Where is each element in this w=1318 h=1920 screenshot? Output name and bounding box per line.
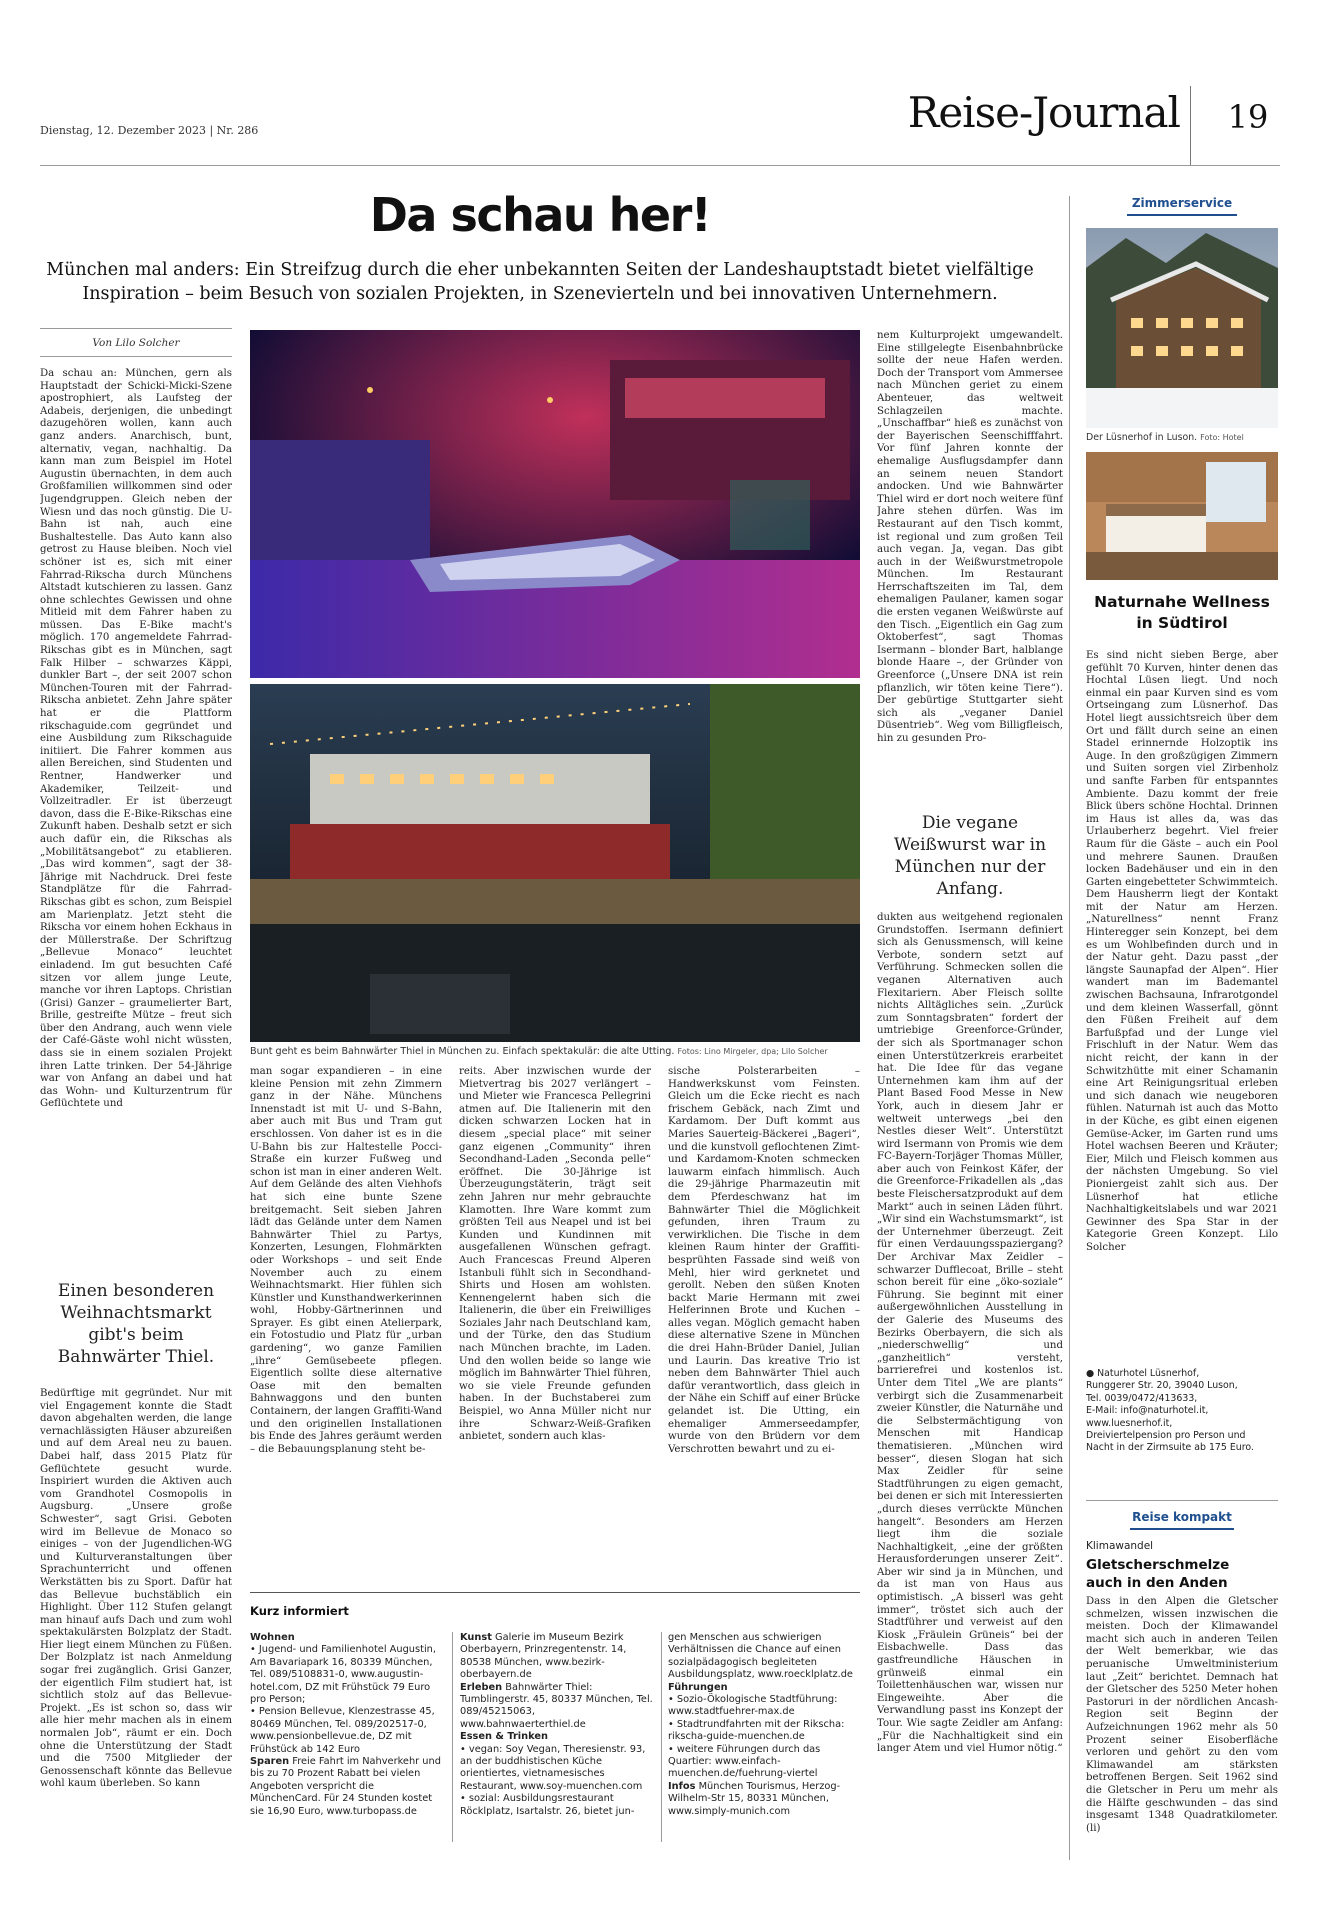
kurz-text: Freie Fahrt im Nahverkehr und bis zu 70 Prozent Rabatt bei vielen Angeboten verspricht die MünchenCard. Für 24 Stunden kostet sie 16,90 Euro, www.turbopass.de: [250, 1756, 441, 1817]
body-column-5b: dukten aus weitgehend regionalen Grundstoffen. Isermann definiert sich als Genussmensch, will keine Verbote, sondern setzt auf Verführung. Schmecken sollen die veganen Alternativen auch Flexitariern. Aber Fleisch sollte nichts Alltägliches sein. „Zurück zum Sonntagsbraten“ fordert der umtriebige Greenforce-Gründer, der sich als Sportmanager schon einen Unterstützerkreis erarbeitet hat. Die Idee für das vegane Unternehmen kam ihm auf der Plant Based Food Messe in New York, auch in diesem Jahr er weltweit unterwegs „bei den Nestles dieser Welt“. Unterstützt wird Isermann von Promis wie dem FC-Bayern-Torjäger Thomas Müller, aber auch von Feinkost Käfer, der die Greenforce-Frikadellen als „das beste Fleischersatzprodukt auf dem Markt“ auch in seinen Läden führt. „Wir sind ein Wachstumsmarkt“, ist der Unternehmer überzeugt. Zeit für einen Verdauungsspaziergang? Der Archivar Max Zeidler – schwarzer Dufflecoat, Brille – steht schon bereit für eine „öko-soziale“ Führung. Sie beginnt mit einer außergewöhnlichen Ausstellung in der Galerie des Museums des Bezirks Oberbayern, die sich als „niederschwellig“ und „ganzheitlich“ versteht, barrierefrei und kostenlos ist. Unter dem Titel „We are plants“ verbirgt sich die Zusammenarbeit zweier Künstler, die Naturnähe und die Selbstermächtigung von Menschen mit Handicap thematisieren. „München wird besser“, diesen Slogan hat sich Max Zeidler für seine Stadtführungen zu eigen gemacht, bei denen er sich mit Interessierten „durch dieses verrückte München hangelt“. Besonders am Herzen liegt ihm die soziale Nachhaltigkeit, „eine der größten Herausforderungen unserer Zeit“. Aber wir sind ja in München, und da ist man von Haus aus optimistisch. „A bisserl was geht immer“, tröstet sich auch der Stadtführer und verweist auf den Kiosk „Fräulein Grüneis“ bei der Eisbachwelle. Dass das gastfreundliche Häuschen in grünweiß einmal ein Toilettenhäuschen war, wissen nur Eingeweihte. Aber die Verwandlung passt ins Konzept der Tour. Wie sagte Zeidler am Anfang: „Für die Nachhaltigkeit sind ein langer Atem und viel Humor nötig.“: [877, 912, 1063, 1755]
info-line: Nacht in der Zirmsuite ab 175 Euro.: [1086, 1442, 1254, 1454]
info-line: ● Naturhotel Lüsnerhof,: [1086, 1368, 1200, 1379]
info-line: Dreiviertelpension pro Person und: [1086, 1430, 1246, 1442]
body-column-4: sische Polsterarbeiten – Handwerkskunst vom Feinsten. Gleich um die Ecke riecht es nach frischem Gebäck, nach Zimt und Kardamom. Der Duft kommt aus Maries Sauerteig-Bäckerei „Bageri“, und die kunstvoll geflochtenen Zimt- und Kardamom-Knoten schmecken lauwarm einfach himmlisch. Auch die 29-jährige Pharmazeutin mit dem Pferdeschwanz hat im Bahnwärter Thiel die Möglichkeit gefunden, ihren Traum zu verwirklichen. Die Tische in dem kleinen Raum hinter der Graffiti-besprühten Fassade sind weiß von Mehl, hier wird gerknetet und gerollt. Neben den süßen Knoten backt Marie Hermann mit zwei Helferinnen Brote und Kuchen – alles vegan. Möglich gemacht haben diese alternative Szene in München die drei Hahn-Brüder Daniel, Julian und Laurin. Das kreative Trio ist neben dem Bahnwärter Thiel auch dafür verantwortlich, dass gleich in der Nähe ein Schiff auf einer Brücke gelandet ist. Die Utting, ein ehemaliger Ammerseedampfer, wurde von den Brüdern vor dem Verschrotten bewahrt und zu ei-: [668, 1066, 860, 1455]
sidebar-title-line-2: in Südtirol: [1136, 614, 1228, 632]
pull-quote-2: Die vegane Weißwurst war in München nur der Anfang.: [893, 813, 1047, 899]
kompakt-title: [1086, 1556, 1278, 1592]
kurz-heading-sparen: Sparen: [250, 1756, 290, 1768]
kompakt-kicker: Klimawandel: [1086, 1540, 1154, 1552]
body-column-1a: Da schau an: München, gern als Hauptstadt der Schicki-Micki-Szene apostrophiert, als Laufsteg der Adabeis, derjenigen, die unbedingt dazugehören wollen, kann auch ganz anders. Anarchisch, bunt, alternativ, vegan, nachhaltig. Da kann man zum Beispiel im Hotel Augustin übernachten, in dem auch Großfamilien willkommen sind oder Jugendgruppen. Gleich neben der Wiesn und das noch günstig. Die U-Bahn ist nah, auch eine Bushaltestelle. Das Auto kann also getrost zu Hause bleiben. Noch viel schöner ist es, sich mit einer Fahrrad-Rikscha durch Münchens Altstadt kutschieren zu lassen. Ganz ohne schlechtes Gewissen und ohne Mitleid mit dem Fahrer haben zu müssen. Das E-Bike macht's möglich. 170 angemeldete Fahrrad-Rikschas gibt es in München, sagt Falk Hilber – schwarzes Käppi, dunkler Bart –, der seit 2007 schon München-Touren mit der Fahrrad-Rikscha anbietet. Zehn Jahre später hat er die Plattform rikschaguide.com gegründet und eine Ausbildung zum Rikschaguide initiiert. Die Fahrer kommen aus allen Bereichen, sind Studenten und Rentner, Handwerker und Akademiker, Teilzeit- und Vollzeitradler. Er ist überzeugt davon, dass die E-Bike-Rikschas eine Zukunft haben. Deshalb setzt er sich auch dafür ein, die Rikschas als „Mobilitätsangebot“ zu etablieren. „Das wird kommen“, sagt der 38-Jährige mit Nachdruck. Drei feste Standplätze für die Fahrrad-Rikschas gibt es schon, zum Beispiel am Marienplatz. Jetzt steht die Rikscha vor einem hohen Eckhaus in der Müllerstraße. Der Schriftzug „Bellevue Monaco“ leuchtet einladend. Im gut besuchten Café sitzen vor allem junge Leute, manche vor ihren Laptops. Christian (Grisi) Ganzer – graumelierter Bart, Brille, gestreifte Mütze – freut sich über den Andrang, auch wenn viele der Café-Gäste wohl nicht wüssten, dass sie in einem sozialen Projekt ihren Latte trinken. Der 54-Jährige war von Anfang an dabei und hat das Wohn- und Kulturzentrum für Geflüchtete und: [40, 368, 232, 1110]
photo-hotel-exterior-graphic: [1086, 228, 1278, 428]
kurz-heading-kunst: Kunst: [460, 1632, 492, 1643]
kurz-text: • Stadtrundfahrten mit der Rikscha: rikscha-guide-muenchen.de: [668, 1718, 845, 1743]
kompakt-title-line-2: auch in den Anden: [1086, 1575, 1228, 1591]
info-line: E-Mail: info@naturhotel.it,: [1086, 1405, 1209, 1417]
byline-rule-bottom: [40, 356, 232, 357]
sidebar-caption: [1086, 432, 1278, 443]
kompakt-tag-underline: [1130, 1528, 1234, 1530]
article-title: Da schau her!: [369, 188, 711, 242]
kompakt-text: Dass in den Alpen die Gletscher schmelzen, wissen inzwischen die meisten. Doch der Klimawandel macht sich auch in anderen Teilen der Welt bemerkbar, wie das peruanische Umweltministerium laut „Zeit“ berichtet. Demnach hat der Gletscher des 5250 Meter hohen Pastoruri in der nördlichen Ancash-Region seit Beginn der Aufzeichnungen 1962 mehr als 50 Prozent seiner Eisoberfläche verloren und gehört zu den vom Klimawandel am stärksten betroffenen Bergen. Seit 1962 sind die Gletscher in Peru um mehr als die Hälfte geschwunden – das sind insgesamt 1348 Quadratkilometer. (li): [1086, 1596, 1278, 1834]
info-line: Runggerer Str. 20, 39040 Luson,: [1086, 1380, 1238, 1392]
photo-credit: Fotos: Lino Mirgeler, dpa; Lilo Solcher: [677, 1047, 828, 1056]
kompakt-title-line-1: Gletscherschmelze: [1086, 1557, 1230, 1573]
photo-utting-ship: [250, 684, 860, 1042]
sidebar-caption-text: Der Lüsnerhof in Luson.: [1086, 432, 1198, 443]
body-column-5a: nem Kulturprojekt umgewandelt. Eine stillgelegte Eisenbahnbrücke sollte der neue Hafen werden. Doch der Transport vom Ammersee nach München geriet zu einem Abenteuer, das weltweit Schlagzeilen machte. „Unschaffbar“ hieß es zunächst von der Bayerischen Seenschifffahrt. Vor fünf Jahren konnte der ehemalige Ausflugsdampfer dann an seinem neuen Standort andocken. Und wie Bahnwärter Thiel wird er dort noch weitere fünf Jahre stehen dürfen. Was im Restaurant auf den Tisch kommt, ist regional und zum großen Teil auch vegan. Ja, vegan. Das gibt auch in der Weißwurstmetropole München. Im Restaurant Herrschaftszeiten im Tal, dem ehemaligen Paulaner, kamen sogar die ersten veganen Weißwürste auf den Tisch. „Eigentlich ein Gag zum Oktoberfest“, sagt Thomas Isermann – blonder Bart, halblange blonde Haare –, der Gründer von Greenforce („Unsere DNA ist rein pflanzlich, wir töten keine Tiere“). Der gebürtige Stuttgarter sieht sich als „veganer Daniel Düsentrieb“. Weg vom Billigfleisch, hin zu gesunden Pro-: [877, 330, 1063, 744]
photo-bahnwaerter-thiel: [250, 330, 860, 678]
article-subtitle: [40, 258, 1040, 306]
photo-hotel-room-graphic: [1086, 452, 1278, 580]
kurz-text: gen Menschen aus schwierigen Verhältnissen die Chance auf einen sozialpädagogisch begleiteten Ausbildungsplatz, www.roecklplatz.de: [668, 1632, 853, 1681]
kurz-text: • vegan: Soy Vegan, Theresienstr. 93, an der buddhistischen Küche orientiertes, vietnamesisches Restaurant, www.soy-muenchen.com: [460, 1743, 646, 1792]
body-column-1b: Bedürftige mit gegründet. Nur mit viel Engagement konnte die Stadt davon abgehalten werden, die lange vernachlässigten Häuser abzureißen und auf dem Areal neu zu bauen. Dabei half, dass 2015 Platz für Geflüchtete gesucht wurde. Inspiriert wurden die Aktiven auch vom Grandhotel Cosmopolis in Augsburg. „Unsere große Schwester“, sagt Grisi. Geboten wird im Bellevue de Monaco so einiges – von der Jugendlichen-WG und Kulturveranstaltungen über Sprachunterricht und offenen Werkstätten bis zu Sport. Dafür hat das Bellevue buchstäblich ein Highlight. Über 112 Stufen gelangt man hinauf aufs Dach und zum wohl spektakulärsten Bolzplatz der Stadt. Hier liegt einem München zu Füßen. Der Bolzplatz ist nach Anmeldung sogar frei zugänglich. Grisi Ganzer, der eigentlich Film studiert hat, ist sichtlich stolz auf das Bellevue-Projekt. „Es ist schon so, dass wir alle hier mehr machen als in einem normalen Job“, räumt er ein. Doch ohne die Unterstützung der Stadt und die 7500 Mitglieder der Genossenschaft könnte das Bellevue wohl kaum überleben. So kann: [40, 1388, 232, 1790]
photo-caption-text: Bunt geht es beim Bahnwärter Thiel in München zu. Einfach spektakulär: die alte Utting.: [250, 1046, 675, 1057]
dateline: Dienstag, 12. Dezember 2023 | Nr. 286: [40, 124, 259, 137]
kurz-text: • sozial: Ausbildungsrestaurant Röcklplatz, Isartalstr. 26, bietet jun-: [460, 1793, 635, 1817]
kurz-heading-infos: Infos: [668, 1780, 696, 1792]
kurz-column-1: [250, 1632, 446, 1818]
kurz-rule: [250, 1592, 860, 1593]
sidebar-info: [1086, 1368, 1278, 1455]
pull-quote-1: Einen besonderen Weihnachtsmarkt gibt's beim Bahnwärter Thiel.: [57, 1281, 215, 1367]
sidebar-divider: [1069, 196, 1070, 1860]
body-column-3: reits. Aber inzwischen wurde der Mietvertrag bis 2027 verlängert – und Mieter wie Francesca Pellegrini atmen auf. Die Italienerin mit den dicken schwarzen Locken hat in diesem „special place“ mit seiner ganz eigenen „Community“ ihren Secondhand-Laden „Seconda pelle“ eröffnet. Die 30-Jährige ist Überzeugungstäterin, trägt seit zehn Jahren nur mehr gebrauchte Klamotten. Ihre Ware kommt zum größten Teil aus Neapel und ist bei Kunden und Kundinnen mit ausgefallenen Wünschen gefragt. Auch Francescas Freund Alperen Istanbuli fühlt sich in Secondhand-Shirts und Hosen am wohlsten. Kennengelernt haben sich die Italienerin, die über ein Freiwilliges Soziales Jahr nach Deutschland kam, und der Türke, den das Studium nach München brachte, im Laden. Und den wollen beide so lange wie möglich im Bahnwärter Thiel führen, wo sie viele Freunde gefunden haben. In der Buchstaberei zum Beispiel, wo Anna Müller nicht nur ihre Schwarz-Weiß-Grafiken anbietet, sondern auch klas-: [459, 1066, 651, 1443]
kurz-text: Galerie im Museum Bezirk Oberbayern, Prinzregentenstr. 14, 80538 München, www.bezirk-oberbayern.de: [460, 1632, 627, 1681]
byline: Von Lilo Solcher: [92, 337, 180, 349]
kurz-heading-fuehrungen: Führungen: [668, 1681, 728, 1693]
photo-hotel-exterior: [1086, 228, 1278, 428]
kurz-column-2: [460, 1632, 656, 1818]
kurz-heading-wohnen: Wohnen: [250, 1632, 295, 1643]
photo-bahnwaerter-thiel-graphic: [250, 330, 860, 678]
kurz-text: • Sozio-Ökologische Stadtführung: www.stadtfuehrer-max.de: [668, 1694, 838, 1718]
kurz-title: Kurz informiert: [250, 1604, 349, 1618]
kurz-heading-erleben: Erleben: [460, 1681, 503, 1693]
sidebar-tag: Zimmerservice: [1131, 196, 1233, 210]
info-line: www.luesnerhof.it,: [1086, 1417, 1173, 1429]
kurz-text: • weitere Führungen durch das Quartier: www.einfach-muenchen.de/fuehrung-viertel: [668, 1743, 821, 1780]
kurz-text: • Jugend- und Familienhotel Augustin, Am Bavariapark 16, 80339 München, Tel. 089/5108831-0, www.augustin-hotel.com, DZ mit Frühstück 79 Euro pro Person;: [250, 1644, 436, 1706]
kurz-divider-2: [661, 1632, 662, 1842]
kurz-divider-1: [452, 1632, 453, 1842]
kurz-text: • Pension Bellevue, Klenzestrasse 45, 80469 München, Tel. 089/202517-0, www.pensionbellevue.de, DZ mit Frühstück ab 142 Euro: [250, 1706, 435, 1755]
body-column-2: man sogar expandieren – in eine kleine Pension mit zehn Zimmern ganz in der Nähe. Münchens Innenstadt ist mit U- und S-Bahn, aber auch mit Bus und Tram gut erschlossen. Von daher ist es in die U-Bahn bis zur Haltestelle Pocci-Straße ein kurzer Fußweg und schon ist man in einer anderen Welt. Auf dem Gelände des alten Viehhofs hat sich eine bunte Szene breitgemacht. Seit sieben Jahren lädt das Gelände unter dem Namen Bahnwärter Thiel zu Partys, Konzerten, Lesungen, Flohmärkten oder Workshops – und seit Ende November auch zu einem Weihnachtsmarkt. Hier fühlen sich Künstler und Kunsthandwerkerinnen wohl, Hobby-Gärtnerinnen und Sprayer. Es gibt einen Atelierpark, ein Fotostudio und Platz für „urban gardening“, wo ganze Familien „ihre“ Gemüsebeete pflegen. Eigentlich sollte diese alternative Oase mit den bemalten Bahnwaggons und den bunten Containern, der langen Graffiti-Wand und den originellen Installationen bis Ende des Jahres geräumt werden – die Bebauungsplanung steht be-: [250, 1066, 442, 1455]
sidebar-tag-underline: [1127, 214, 1237, 216]
section-title: Reise-Journal: [907, 88, 1180, 137]
kurz-text: München Tourismus, Herzog-Wilhelm-Str 15, 80331 München, www.simply-munich.com: [668, 1780, 841, 1817]
kurz-text: Bahnwärter Thiel: Tumblingerstr. 45, 80337 München, Tel. 089/45215063, www.bahnwaerterthiel.de: [460, 1681, 653, 1730]
sidebar-caption-credit: Foto: Hotel: [1200, 433, 1244, 442]
photo-utting-ship-graphic: [250, 684, 860, 1042]
subtitle-line-2: Inspiration – beim Besuch von sozialen Projekten, in Szenevierteln und bei innovativen Unternehmern.: [82, 284, 998, 304]
kompakt-rule: [1086, 1500, 1278, 1501]
sidebar-title-line-1: Naturnahe Wellness: [1094, 593, 1270, 611]
byline-rule-top: [40, 328, 232, 329]
header-rule: [40, 165, 1280, 166]
header-page-divider: [1190, 86, 1191, 166]
info-line: Tel. 0039/0472/413633,: [1086, 1392, 1198, 1404]
subtitle-line-1: München mal anders: Ein Streifzug durch die eher unbekannten Seiten der Landeshauptstadt bietet vielfältige: [46, 260, 1034, 280]
page-number: 19: [1227, 98, 1269, 136]
kurz-heading-essen: Essen & Trinken: [460, 1731, 548, 1743]
photo-hotel-room: [1086, 452, 1278, 580]
sidebar-title: [1086, 592, 1278, 634]
kurz-column-3: [668, 1632, 862, 1818]
kompakt-tag: Reise kompakt: [1132, 1510, 1232, 1524]
photo-caption: [250, 1046, 860, 1057]
sidebar-text: Es sind nicht sieben Berge, aber gefühlt 70 Kurven, hinter denen das Hochtal Lüsen liegt. Und noch einmal ein paar Kurven sind es vom Ortseingang zum Lüsnerhof. Das Hotel liegt aussichtsreich über dem Ort und fällt durch seine an einen Stadel erinnernde Holzoptik ins Auge. In den großzügigen Zimmern und Suiten sorgen viel Zirbenholz und sanfte Farben für entspanntes Ambiente. Dazu kommt der freie Blick übers schöne Hochtal. Drinnen im Haus ist alles da, was das Urlauberherz begehrt. Viel freier Raum für die Gäste – auch ein Pool und mehrere Saunen. Draußen locken Badehäuser und ein in den Garten eingebetteter Schwimmteich. Dem Hausherrn liegt der Kontakt mit der Natur am Herzen. „Naturellness“ nennt Franz Hinteregger sein Konzept, bei dem es um Wohlbefinden durch und in der Natur geht. Dazu passt „der längste Saunapfad der Alpen“. Hier wandert man im Bademantel zwischen Bachsauna, Infrarotgondel und dem kleinen Wasserfall, gönnt den Füßen Freiheit auf dem Barfußpfad und der Lunge viel Frischluft in der Natur. Wem das nicht reicht, der kann in der Schwitzhütte mit einer Schamanin eine Art Reinigungsritual erleben und sich danach wie neugeboren fühlen. Naturnah ist auch das Motto in der Küche, es gibt einen eigenen Gemüse-Acker, im Garten rund ums Hotel wachsen Beeren und Kräuter; Eier, Milch und Fleisch kommen aus der nächsten Umgebung. So viel Pioniergeist zahlt sich aus. Der Lüsnerhof hat etliche Nachhaltigkeitslabels und war 2021 Gewinner des Spa Star in der Kategorie Green Konzept. Lilo Solcher: [1086, 650, 1278, 1253]
